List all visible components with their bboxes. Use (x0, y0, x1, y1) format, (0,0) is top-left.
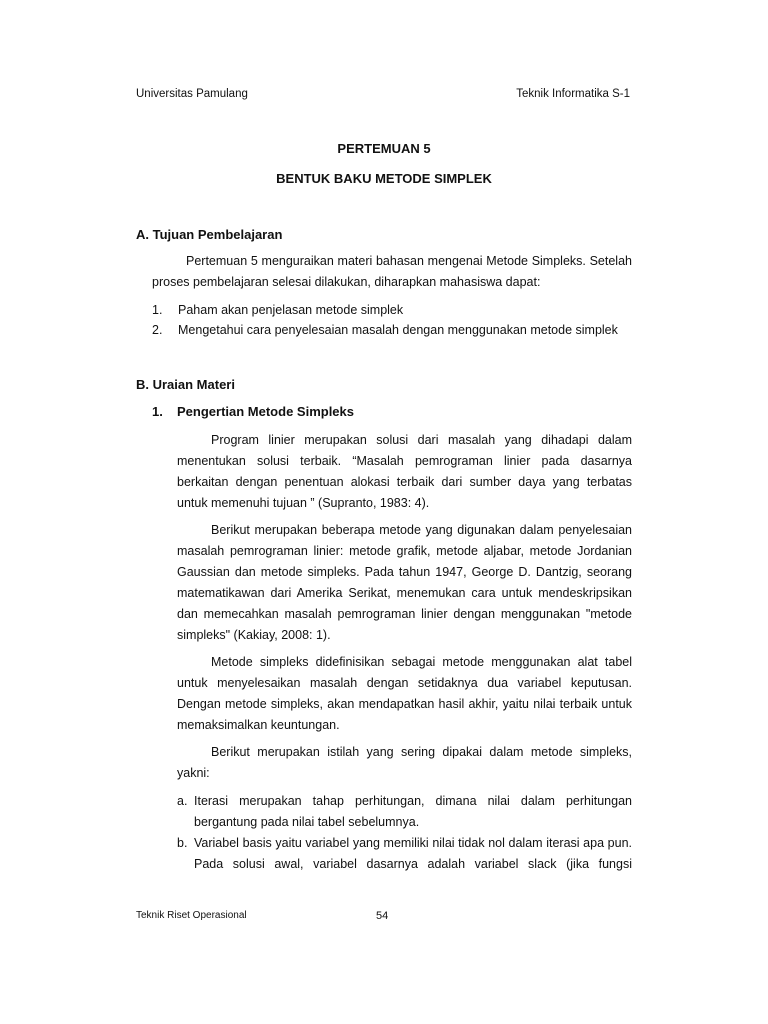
term-label: b. (177, 836, 188, 850)
page-number: 54 (376, 910, 389, 922)
objective-text: Mengetahui cara penyelesaian masalah dengan menggunakan metode simplek (178, 323, 618, 337)
footer-course: Teknik Riset Operasional (136, 910, 247, 921)
term-text: Variabel basis yaitu variabel yang memiliki nilai tidak nol dalam iterasi apa pun. Pada solusi awal, variabel dasarnya adalah variabel slack (jika fungsi (194, 836, 632, 871)
meeting-title: PERTEMUAN 5 (337, 141, 431, 156)
paragraph-4: Berikut merupakan istilah yang sering dipakai dalam metode simpleks, yakni: (177, 745, 632, 780)
section-b-heading: B. Uraian Materi (136, 377, 235, 392)
header-program: Teknik Informatika S-1 (516, 88, 630, 100)
subsection-number: 1. (152, 404, 163, 419)
section-a-heading: A. Tujuan Pembelajaran (136, 227, 283, 242)
subsection-title: Pengertian Metode Simpleks (177, 404, 354, 419)
header-university: Universitas Pamulang (136, 88, 248, 100)
objective-number: 2. (152, 323, 163, 337)
term-text: Iterasi merupakan tahap perhitungan, dimana nilai dalam perhitungan bergantung pada nilai tabel sebelumnya. (194, 794, 632, 829)
term-label: a. (177, 794, 188, 808)
paragraph-1: Program linier merupakan solusi dari masalah yang dihadapi dalam menentukan solusi terbaik. “Masalah pemrograman linier pada dasarnya berkaitan dengan penentuan alokasi terbaik dari sumber daya yang terbatas untuk memenuhi tujuan ” (Supranto, 1983: 4). (177, 433, 632, 510)
objective-text: Paham akan penjelasan metode simplek (178, 303, 404, 317)
paragraph-2: Berikut merupakan beberapa metode yang digunakan dalam penyelesaian masalah pemrograman linier: metode grafik, metode aljabar, metode Jordanian Gaussian dan metode simpleks. Pada tahun 1947, George D. Dantzig, seorang matematikawan dari Amerika Serikat, menemukan cara untuk mendeskripsikan dan memecahkan masalah pemrograman linier dengan menggunakan "metode simpleks" (Kakiay, 2008: 1). (177, 523, 632, 642)
chapter-title: BENTUK BAKU METODE SIMPLEK (276, 171, 492, 186)
section-a-intro: Pertemuan 5 menguraikan materi bahasan mengenai Metode Simpleks. Setelah proses pembelajaran selesai dilakukan, diharapkan mahasiswa dapat: (152, 254, 632, 289)
paragraph-3: Metode simpleks didefinisikan sebagai metode menggunakan alat tabel untuk menyelesaikan masalah dengan setidaknya dua variabel keputusan. Dengan metode simpleks, akan mendapatkan hasil akhir, yaitu nilai terbaik untuk memaksimalkan keuntungan. (177, 655, 632, 732)
objective-number: 1. (152, 303, 163, 317)
